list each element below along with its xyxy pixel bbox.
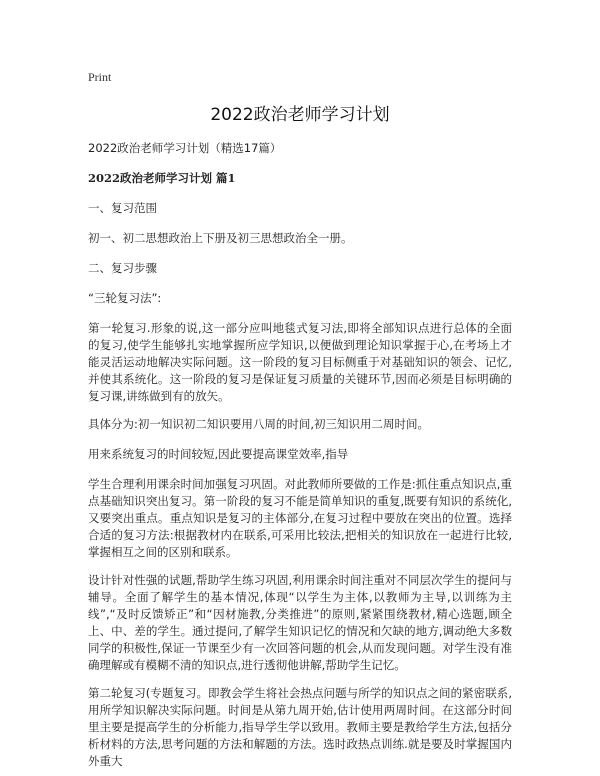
paragraph-review-steps-heading: 二、复习步骤 bbox=[88, 261, 157, 275]
paragraph-guidance: 学生合理利用课余时间加强复习巩固。对此教师所要做的工作是:抓住重点知识点,重点基础知识突出复习。第一阶段的复习不能是简单知识的重复,既要有知识的系统化,又要突出重点。重点知识是复习的主体部分,在复习过程中要放在突出的位置。选择合适的复习方法:根据教材内在联系,可采用比较法,把相关的知识放在一起进行比较,掌握相互之间的区别和联系。 bbox=[88, 477, 512, 559]
paragraph-three-rounds: “三轮复习法”: bbox=[88, 291, 162, 305]
paragraph-exercises: 设计针对性强的试题,帮助学生练习巩固,利用课余时间注重对不同层次学生的提问与辅导。全面了解学生的基本情况,体现“以学生为主体,以教师为主导,以训练为主线”,“及时反馈矫正”和“因材施教,分类推进”的原则,紧紧围绕教材,精心选题,顾全上、中、差的学生。通过提问,了解学生知识记忆的情况和欠缺的地方,调动绝大多数同学的积极性,保证一节课至少有一次回答问题的机会,从而发现问题。对学生没有准确理解或有模糊不清的知识点,进行透彻他讲解,帮助学生记忆。 bbox=[88, 573, 512, 672]
paragraph-efficiency: 用来系统复习的时间较短,因此要提高课堂效率,指导 bbox=[88, 447, 349, 461]
paragraph-review-scope: 初一、初二思想政治上下册及初三思想政治全一册。 bbox=[88, 231, 353, 245]
paragraph-review-scope-heading: 一、复习范围 bbox=[88, 201, 157, 215]
document-title: 2022政治老师学习计划 bbox=[210, 105, 390, 125]
paragraph-second-round: 第二轮复习(专题复习。即教会学生将社会热点问题与所学的知识点之间的紧密联系,用所学知识解决实际问题。时间是从第九周开始,估计使用两周时间。在这部分时间里主要是提高学生的分析能力,指导学生学以致用。教师主要是教给学生方法,包括分析材料的方法,思考问题的方法和解题的方法。选时政热点训练.就是要及时掌握国内外重大 bbox=[88, 686, 512, 768]
paragraph-schedule: 具体分为:初一知识初二知识要用八周的时间,初三知识用二周时间。 bbox=[88, 417, 430, 431]
paragraph-first-round: 第一轮复习.形象的说,这一部分应叫地毯式复习法,即将全部知识点进行总体的全面的复习,使学生能够扎实地掌握所应学知识,以便做到理论知识掌握于心,在考场上才能灵活运动地解决实际问题。这一阶段的复习目标侧重于对基础知识的领会、记忆,并使其系统化。这一阶段的复习是保证复习质量的关键环节,因而必须是目标明确的复习课,讲练做到有的放矢。 bbox=[88, 321, 512, 403]
document-subtitle: 2022政治老师学习计划（精选17篇） bbox=[88, 141, 282, 155]
section-heading: 2022政治老师学习计划 篇1 bbox=[88, 171, 236, 185]
print-label[interactable]: Print bbox=[88, 70, 112, 84]
